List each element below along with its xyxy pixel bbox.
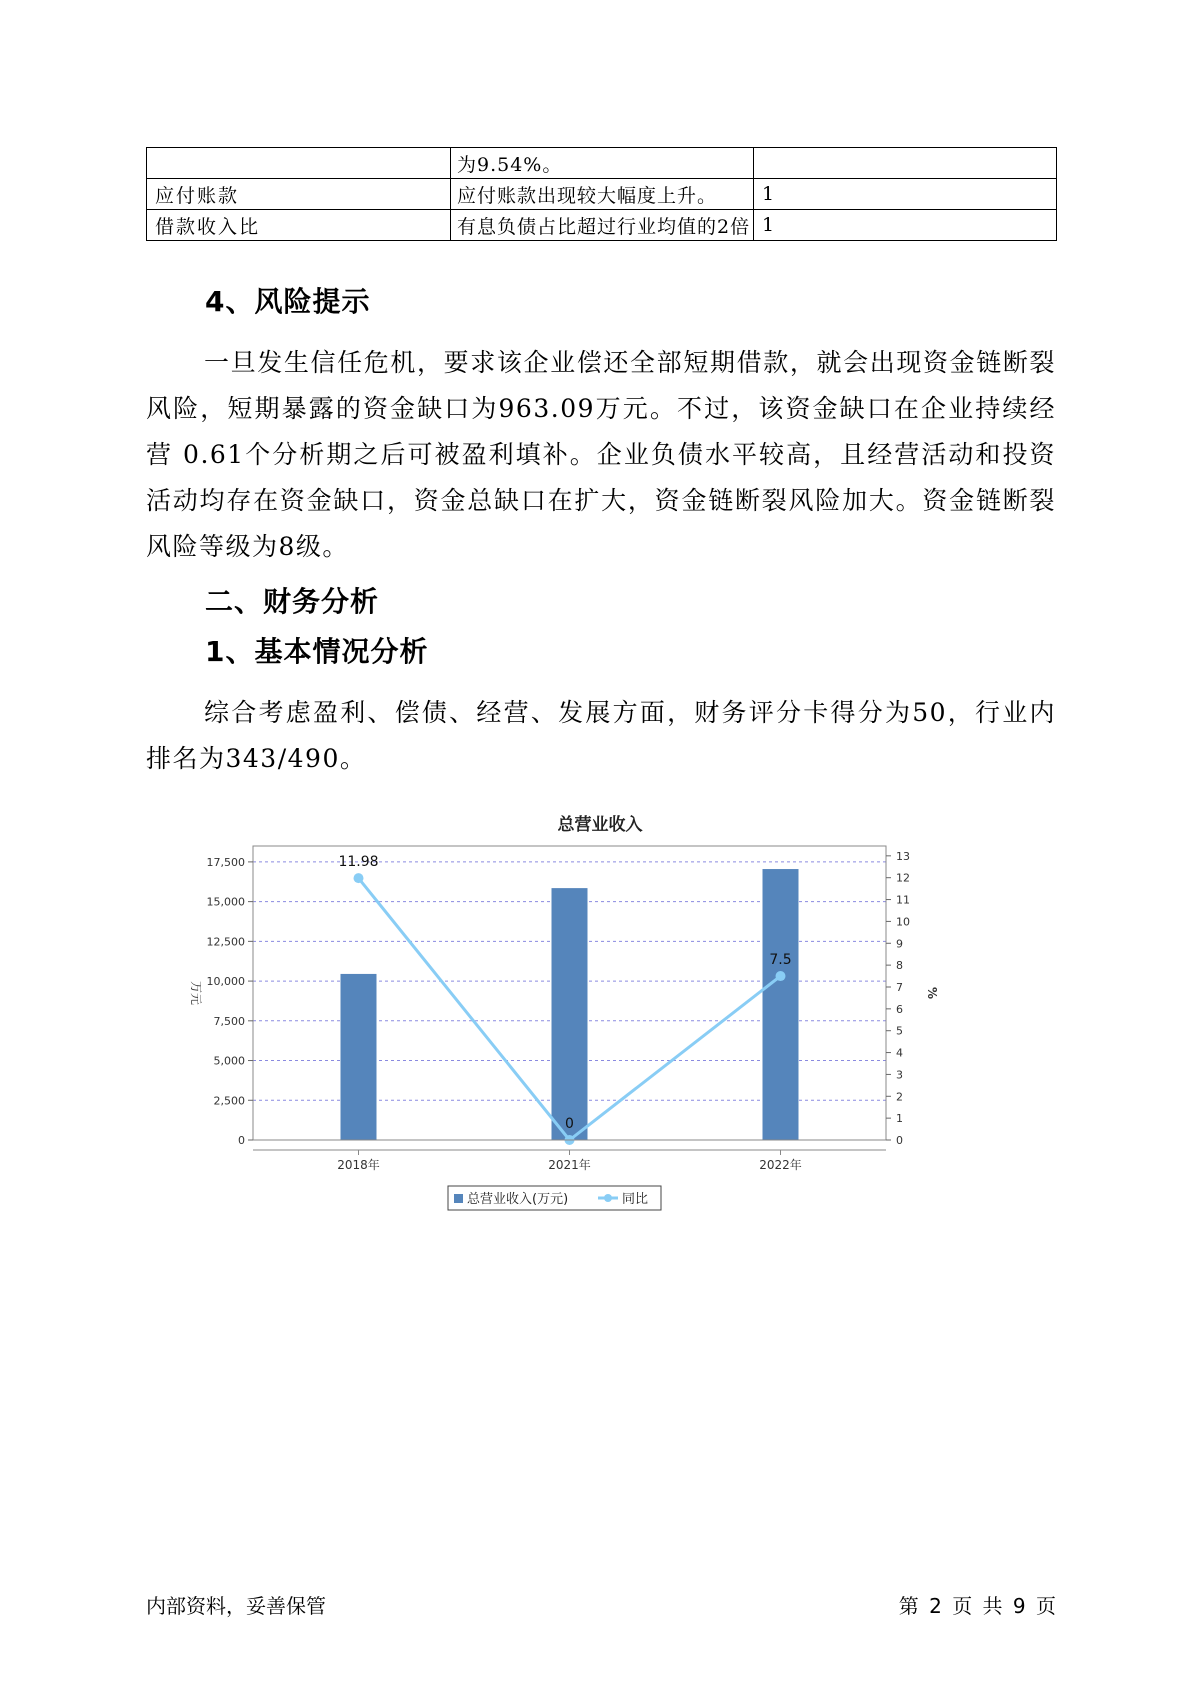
revenue-bar <box>763 869 799 1140</box>
chart-title: 总营业收入 <box>557 815 643 835</box>
legend-bar-swatch <box>454 1194 463 1203</box>
basic-analysis-heading: 1、基本情况分析 <box>205 635 429 668</box>
indicator-description-cell: 有息负债占比超过行业均值的2倍 <box>451 210 754 241</box>
yoy-data-label: 7.5 <box>769 952 792 969</box>
y-axis-tick-label: 17,500 <box>206 855 245 869</box>
footer-page-number: 第 2 页 共 9 页 <box>898 1594 1056 1618</box>
y2-axis-tick-label: 5 <box>896 1024 903 1038</box>
y2-axis-tick-label: 0 <box>896 1134 903 1147</box>
risk-heading: 4、风险提示 <box>205 285 371 318</box>
table-row <box>147 148 1057 179</box>
yoy-data-label: 11.98 <box>338 854 379 871</box>
revenue-chart <box>170 800 1020 1280</box>
indicator-name-cell <box>147 148 451 179</box>
basic-analysis-paragraph: 综合考虑盈利、偿债、经营、发展方面，财务评分卡得分为50，行业内排名为343/490。 <box>146 698 1056 773</box>
x-axis-tick-label: 2018年 <box>337 1158 380 1172</box>
risk-paragraph: 一旦发生信任危机，要求该企业偿还全部短期借款，就会出现资金链断裂风险，短期暴露的资金缺口为963.09万元。不过，该资金缺口在企业持续经营 0.61个分析期之后可被盈利填补。企业负债水平较高，且经营活动和投资活动均存在资金缺口，资金总缺口在扩大，资金链断裂风险加大。资金链断裂风险等级为8级。 <box>146 348 1056 561</box>
revenue-bar <box>341 974 377 1140</box>
y2-axis-tick-label: 4 <box>896 1046 903 1060</box>
y2-axis-tick-label: 2 <box>896 1090 903 1104</box>
y2-axis-tick-label: 10 <box>896 915 910 929</box>
table-row <box>147 179 1057 210</box>
yoy-point <box>354 873 364 883</box>
indicator-value-cell <box>754 148 1057 179</box>
y-axis-label: 万元 <box>189 980 203 1006</box>
y2-axis-tick-label: 6 <box>896 1002 903 1016</box>
legend-bar-label: 总营业收入(万元) <box>467 1192 569 1207</box>
y2-axis-tick-label: 9 <box>896 937 903 951</box>
finance-heading: 二、财务分析 <box>205 585 380 618</box>
y-axis-tick-label: 10,000 <box>206 975 245 989</box>
indicator-name-cell: 应付账款 <box>147 179 451 210</box>
y-axis-tick-label: 7,500 <box>213 1014 245 1028</box>
indicator-description-cell: 应付账款出现较大幅度上升。 <box>451 179 754 210</box>
legend-line-label: 同比 <box>622 1192 649 1207</box>
footer-confidential: 内部资料，妥善保管 <box>146 1594 326 1618</box>
y-axis-tick-label: 15,000 <box>206 895 245 909</box>
y-axis-tick-label: 0 <box>238 1134 245 1147</box>
y2-axis-tick-label: 3 <box>896 1068 903 1082</box>
revenue-bar <box>552 888 588 1140</box>
yoy-data-label: 0 <box>565 1116 574 1132</box>
yoy-point <box>776 971 786 981</box>
x-axis-tick-label: 2021年 <box>548 1158 591 1172</box>
y2-axis-label: % <box>925 986 939 1000</box>
y-axis-tick-label: 12,500 <box>206 935 245 949</box>
y-axis-tick-label: 2,500 <box>213 1094 245 1108</box>
y2-axis-tick-label: 7 <box>896 980 903 994</box>
indicator-value-cell: 1 <box>754 179 1057 210</box>
y2-axis-tick-label: 11 <box>896 893 910 907</box>
y-axis-tick-label: 5,000 <box>213 1054 245 1068</box>
indicator-name-cell: 借款收入比 <box>147 210 451 241</box>
y2-axis-tick-label: 13 <box>896 849 910 863</box>
y2-axis-tick-label: 12 <box>896 871 910 885</box>
x-axis-tick-label: 2022年 <box>759 1158 802 1172</box>
chart-legend <box>448 1186 661 1210</box>
bar-layer <box>341 869 799 1140</box>
table-row <box>147 210 1057 241</box>
indicator-description-cell: 为9.54%。 <box>451 148 754 179</box>
legend-line-marker <box>604 1194 612 1202</box>
y2-axis-tick-label: 8 <box>896 959 903 973</box>
y2-axis-tick-label: 1 <box>896 1112 903 1126</box>
risk-indicator-table <box>146 147 1057 241</box>
revenue-chart-svg <box>170 800 1020 1280</box>
indicator-value-cell: 1 <box>754 210 1057 241</box>
